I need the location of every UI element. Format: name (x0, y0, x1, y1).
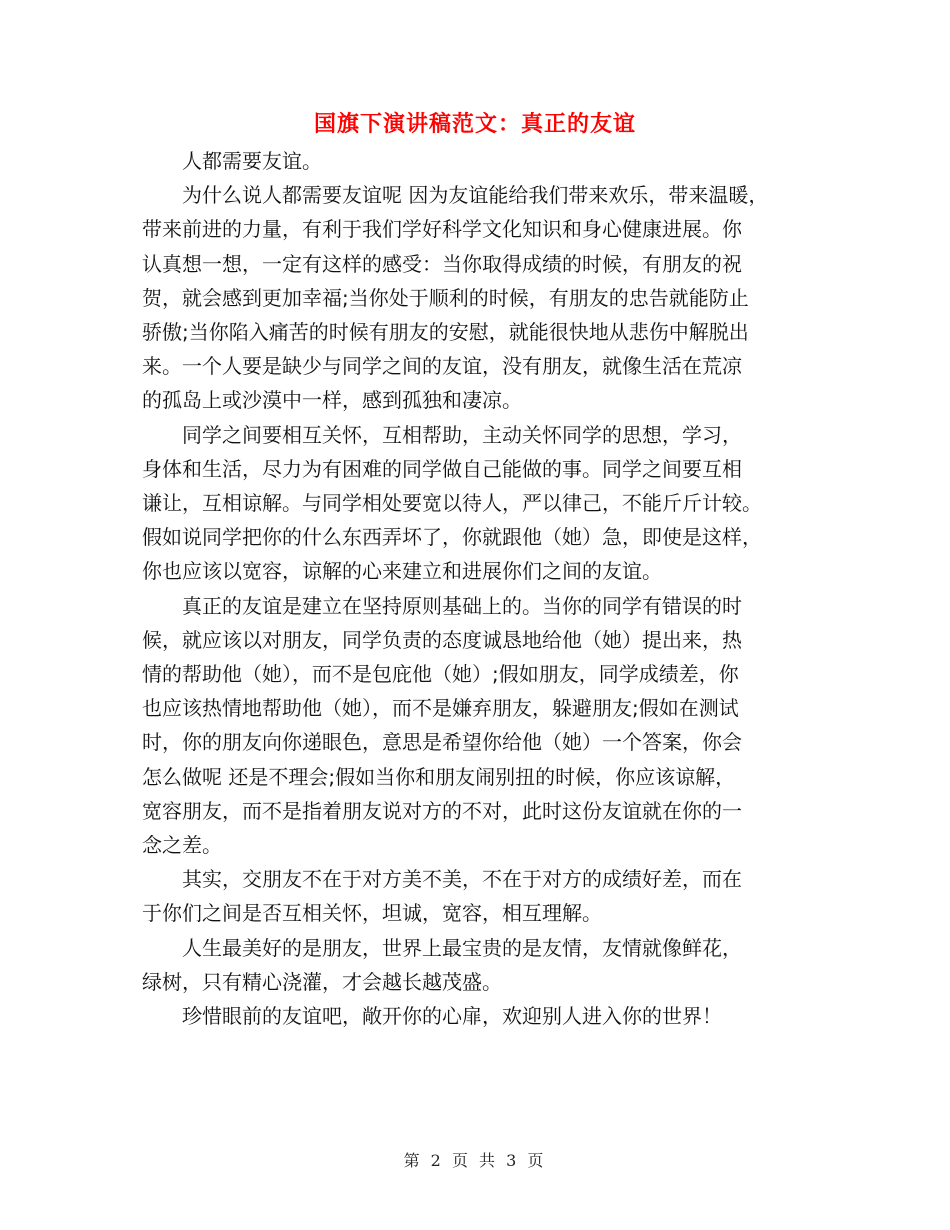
paragraph-line: 来。一个人要是缺少与同学之间的友谊，没有朋友，就像生活在荒凉 (142, 354, 742, 379)
paragraph-5 (142, 862, 808, 930)
paragraph-line: 时，你的朋友向你递眼色，意思是希望你给他（她）一个答案，你会 (142, 730, 742, 755)
paragraph-6 (142, 931, 808, 999)
paragraph-4 (142, 589, 808, 863)
paragraph-line: 也应该热情地帮助他（她），而不是嫌弃朋友，躲避朋友;假如在测试 (142, 696, 739, 721)
paragraph-line: 带来前进的力量，有利于我们学好科学文化知识和身心健康进展。你 (142, 217, 742, 242)
paragraph-line: 候，就应该以对朋友，同学负责的态度诚恳地给他（她）提出来，热 (142, 627, 742, 652)
paragraph-1 (142, 144, 808, 178)
paragraph-line: 怎么做呢 还是不理会;假如当你和朋友闹别扭的时候，你应该谅解， (142, 764, 736, 789)
paragraph-line: 你也应该以宽容，谅解的心来建立和进展你们之间的友谊。 (142, 559, 662, 584)
page-footer: 第 2 页 共 3 页 (403, 1151, 547, 1170)
paragraph-line: 念之差。 (142, 833, 222, 858)
paragraph-line: 假如说同学把你的什么东西弄坏了，你就跟他（她）急，即使是这样， (142, 525, 762, 550)
paragraph-2 (142, 178, 808, 417)
paragraph-line: 为什么说人都需要友谊呢 因为友谊能给我们带来欢乐，带来温暖， (182, 183, 769, 208)
document-body (142, 144, 808, 1033)
paragraph-line: 人生最美好的是朋友，世界上最宝贵的是友情，友情就像鲜花， (182, 935, 742, 960)
paragraph-line: 于你们之间是否互相关怀，坦诚，宽容，相互理解。 (142, 901, 602, 926)
paragraph-line: 的孤岛上或沙漠中一样，感到孤独和凄凉。 (142, 388, 522, 413)
paragraph-line: 其实，交朋友不在于对方美不美，不在于对方的成绩好差，而在 (182, 867, 742, 892)
paragraph-line: 绿树，只有精心浇灌，才会越长越茂盛。 (142, 969, 502, 994)
paragraph-line: 贺，就会感到更加幸福;当你处于顺利的时候，有朋友的忠告就能防止 (142, 285, 749, 310)
paragraph-line: 同学之间要相互关怀，互相帮助，主动关怀同学的思想，学习， (182, 422, 742, 447)
paragraph-line: 情的帮助他（她），而不是包庇他（她）;假如朋友，同学成绩差，你 (142, 662, 739, 687)
paragraph-line: 真正的友谊是建立在坚持原则基础上的。当你的同学有错误的时 (182, 593, 742, 618)
paragraph-line: 认真想一想，一定有这样的感受：当你取得成绩的时候，有朋友的祝 (142, 251, 742, 276)
paragraph-line: 宽容朋友，而不是指着朋友说对方的不对，此时这份友谊就在你的一 (142, 798, 742, 823)
paragraph-7 (142, 999, 808, 1033)
paragraph-line: 谦让，互相谅解。与同学相处要宽以待人，严以律己，不能斤斤计较。 (142, 491, 762, 516)
document-title: 国旗下演讲稿范文：真正的友谊 (313, 111, 636, 137)
paragraph-line: 珍惜眼前的友谊吧，敞开你的心扉，欢迎别人进入你的世界！ (182, 1004, 722, 1029)
paragraph-3 (142, 418, 808, 589)
paragraph-line: 身体和生活，尽力为有困难的同学做自己能做的事。同学之间要互相 (142, 456, 742, 481)
paragraph-line: 骄傲;当你陷入痛苦的时候有朋友的安慰，就能很快地从悲伤中解脱出 (142, 320, 749, 345)
paragraph-line: 人都需要友谊。 (182, 149, 322, 173)
